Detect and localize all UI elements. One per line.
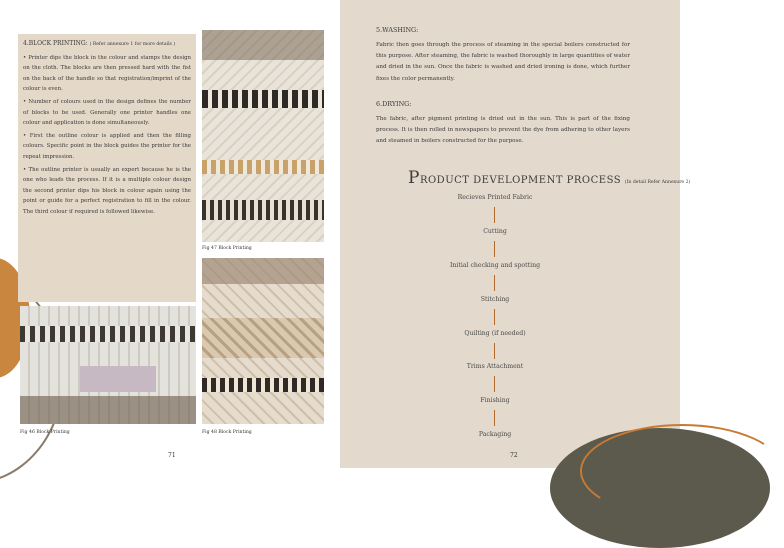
photo-fig46-block-printing — [20, 306, 196, 424]
flow-connector — [494, 343, 495, 359]
paragraph: • Number of colours used in the design defines the number of blocks to be used. Generally one printer handles one colour and application is done simultaneously. — [23, 98, 191, 127]
block-printing-text-box — [18, 34, 196, 302]
flow-connector — [494, 376, 495, 392]
paragraph: • Printer dips the block in the colour and stamps the design on the cloth. The blocks are then pressed hard with the fist on the back of the handle so that registration/imprint of the colour is even. — [23, 54, 191, 93]
caption-fig46: Fig 46 Block Printing — [20, 430, 70, 435]
paragraph: • First the outline colour is applied and then the filling colours. Specific point in the block guides the printer for the repeat impression. — [23, 132, 191, 160]
flow-step: Trims Attachment — [466, 363, 524, 370]
washing-text: Fabric then goes through the process of steaming in the special boilers constructed for this purpose. After steaming, the fabric is washed thoroughly in large quantities of water and dried in the sun. Once the fabric is washed and dried ironing is done, which further fixes the color permanently. — [376, 42, 630, 82]
flow-connector — [494, 410, 495, 426]
product-development-title: PRODUCT DEVELOPMENT PROCESS (In detail Refer Annexure 2) — [408, 168, 691, 188]
flow-step: Cutting — [483, 228, 507, 235]
flow-step: Finishing — [480, 397, 510, 404]
flow-step: Quilting (if needed) — [464, 330, 526, 337]
photo-fig48-block-printing — [202, 258, 324, 424]
washing-heading: 5.WASHING: — [376, 26, 419, 34]
photo-fig47-block-printing — [202, 30, 324, 242]
flow-connector — [494, 275, 495, 291]
drying-heading: 6.DRYING: — [376, 100, 412, 108]
flow-step: Initial checking and spotting — [449, 262, 541, 269]
flow-connector — [494, 241, 495, 257]
drying-text: The fabric, after pigment printing is dried out in the sun. This is part of the fixing process. It is then rolled in newspapers to prevent the dye from adhering to other layers and steamed in boilers constructed for the purpose. — [376, 116, 630, 145]
block-printing-heading: 4.BLOCK PRINTING: ( Refer annexure 1 for more details ) — [23, 40, 176, 47]
caption-fig48: Fig 48 Block Printing — [202, 430, 252, 435]
heading-note: ( Refer annexure 1 for more details ) — [89, 42, 176, 47]
paragraph: • The outline printer is usually an expert because he is the one who leads the process. If it is a multiple colour design the second printer dips his block in colour again using the point or guide for a perfect registration to fill in the colour. The third colour if required is followed likewise. — [23, 166, 191, 215]
caption-fig47: Fig 47 Block Printing — [202, 246, 252, 251]
left-page — [0, 0, 340, 468]
page-number-right: 72 — [510, 452, 518, 459]
flow-step: Stitching — [480, 296, 510, 303]
flow-step: Recieves Printed Fabric — [457, 194, 533, 201]
flow-connector — [494, 207, 495, 223]
decorative-orange-arc — [580, 424, 784, 518]
flow-step: Packaging — [478, 431, 512, 438]
flow-connector — [494, 309, 495, 325]
page-number-left: 71 — [168, 452, 176, 459]
title-note: (In detail Refer Annexure 2) — [624, 180, 691, 185]
